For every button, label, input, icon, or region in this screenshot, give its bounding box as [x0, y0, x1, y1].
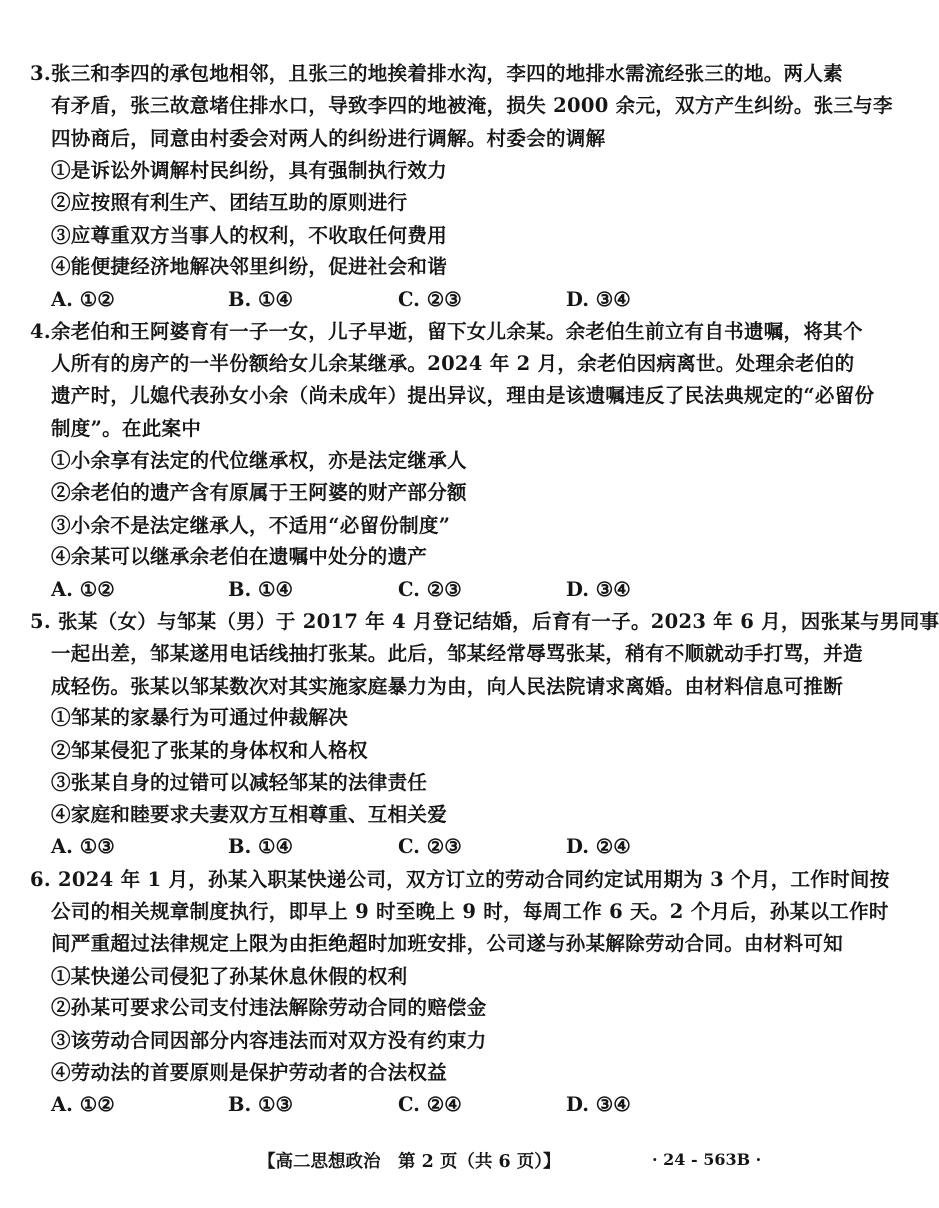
option-statement-2: ②邹某侵犯了张某的身体权和人格权	[51, 739, 368, 762]
option-statement-4: ④劳动法的首要原则是保护劳动者的合法权益	[51, 1061, 448, 1084]
question-stem-line: 间严重超过法律规定上限为由拒绝超时加班安排，公司遂与孙某解除劳动合同。由材料可知	[51, 932, 844, 955]
option-statement-1: ①某快递公司侵犯了孙某休息休假的权利	[51, 965, 408, 988]
question-stem-line: 成轻伤。张某以邹某数次对其实施家庭暴力为由，向人民法院请求离婚。由材料信息可推断	[51, 675, 844, 698]
option-statement-1: ①是诉讼外调解村民纠纷，具有强制执行效力	[51, 159, 448, 182]
answer-c[interactable]: C. ②④	[398, 1093, 462, 1116]
answer-a[interactable]: A. ①②	[51, 1093, 115, 1116]
option-statement-3: ③应尊重双方当事人的权利，不收取任何费用	[51, 224, 448, 247]
answer-b[interactable]: B. ①③	[228, 1093, 294, 1116]
answer-b[interactable]: B. ①④	[228, 578, 294, 601]
answer-a[interactable]: A. ①③	[51, 835, 115, 858]
answer-d[interactable]: D. ③④	[566, 288, 631, 311]
question-stem-line: 遗产时，儿媳代表孙女小余（尚未成年）提出异议，理由是该遗嘱违反了民法典规定的“必留份	[51, 384, 875, 407]
option-statement-2: ②余老伯的遗产含有原属于王阿婆的财产部分额	[51, 481, 467, 504]
answer-b[interactable]: B. ①④	[228, 835, 294, 858]
answer-c[interactable]: C. ②③	[398, 288, 462, 311]
question-stem-line: 5. 张某（女）与邹某（男）于 2017 年 4 月登记结婚，后育有一子。2023 年 6 月，因张某与男同事	[30, 610, 939, 633]
question-stem-line: 有矛盾，张三故意堵住排水口，导致李四的地被淹，损失 2000 余元，双方产生纠纷。张三与李	[51, 94, 893, 117]
answer-c[interactable]: C. ②③	[398, 835, 462, 858]
question-stem-line: 四协商后，同意由村委会对两人的纠纷进行调解。村委会的调解	[51, 127, 606, 150]
option-statement-1: ①邹某的家暴行为可通过仲裁解决	[51, 706, 349, 729]
option-statement-2: ②应按照有利生产、团结互助的原则进行	[51, 191, 408, 214]
option-statement-3: ③该劳动合同因部分内容违法而对双方没有约束力	[51, 1029, 487, 1052]
question-stem-line: 人所有的房产的一半份额给女儿余某继承。2024 年 2 月，余老伯因病离世。处理余老伯的	[51, 352, 855, 375]
question-stem-line: 一起出差，邹某遂用电话线抽打张某。此后，邹某经常辱骂张某，稍有不顺就动手打骂，并造	[51, 642, 863, 665]
answer-c[interactable]: C. ②③	[398, 578, 462, 601]
answer-d[interactable]: D. ③④	[566, 1093, 631, 1116]
footer-code: · 24 - 563B ·	[652, 1150, 762, 1169]
question-stem-line: 制度”。在此案中	[51, 417, 202, 440]
question-stem-line: 6. 2024 年 1 月，孙某入职某快递公司，双方订立的劳动合同约定试用期为 3 个月，工作时间按	[30, 868, 890, 891]
answer-d[interactable]: D. ③④	[566, 578, 631, 601]
footer-page-info: 【高二思想政治 第 2 页（共 6 页）】	[258, 1152, 561, 1172]
answer-d[interactable]: D. ②④	[566, 835, 631, 858]
answer-b[interactable]: B. ①④	[228, 288, 294, 311]
option-statement-1: ①小余享有法定的代位继承权，亦是法定继承人	[51, 449, 467, 472]
answer-a[interactable]: A. ①②	[51, 578, 115, 601]
question-stem-line: 4.余老伯和王阿婆育有一子一女，儿子早逝，留下女儿余某。余老伯生前立有自书遗嘱，将其个	[30, 320, 863, 343]
option-statement-3: ③张某自身的过错可以减轻邹某的法律责任	[51, 771, 428, 794]
option-statement-3: ③小余不是法定继承人，不适用“必留份制度”	[51, 514, 451, 537]
option-statement-2: ②孙某可要求公司支付违法解除劳动合同的赔偿金	[51, 996, 487, 1019]
option-statement-4: ④家庭和睦要求夫妻双方互相尊重、互相关爱	[51, 803, 448, 826]
answer-a[interactable]: A. ①②	[51, 288, 115, 311]
question-stem-line: 3.张三和李四的承包地相邻，且张三的地挨着排水沟，李四的地排水需流经张三的地。两人素	[30, 62, 843, 85]
option-statement-4: ④能便捷经济地解决邻里纠纷，促进社会和谐	[51, 255, 448, 278]
option-statement-4: ④余某可以继承余老伯在遗嘱中处分的遗产	[51, 545, 428, 568]
question-stem-line: 公司的相关规章制度执行，即早上 9 时至晚上 9 时，每周工作 6 天。2 个月后，孙某以工作时	[51, 900, 889, 923]
